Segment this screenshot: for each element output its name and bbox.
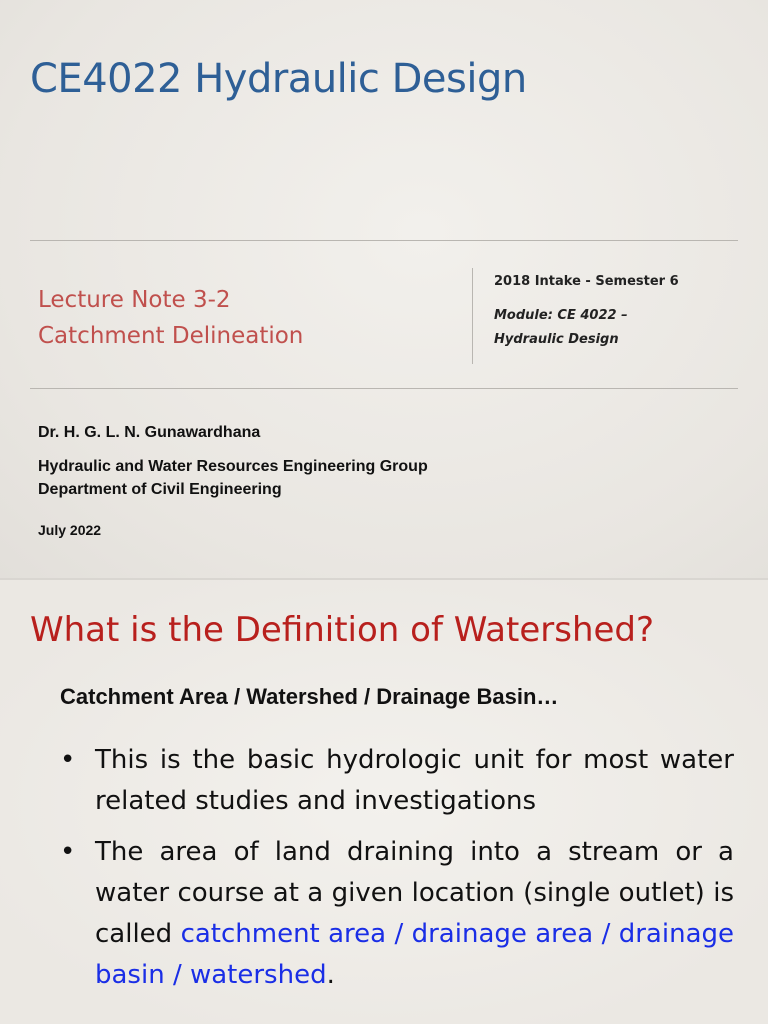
- intake-label: 2018 Intake - Semester 6: [494, 274, 679, 289]
- vertical-divider: [472, 268, 473, 364]
- group-name: Hydraulic and Water Resources Engineering Group: [38, 458, 428, 475]
- lecture-topic: Catchment Delineation: [38, 323, 304, 349]
- top-divider: [30, 240, 738, 241]
- department-name: Department of Civil Engineering: [38, 481, 282, 498]
- bullet-icon: •: [60, 745, 76, 775]
- bullet-list: [60, 740, 734, 1006]
- highlighted-terms: catchment area / drainage area / drainage basin / watershed: [95, 919, 734, 990]
- lecture-note: Lecture Note 3-2: [38, 287, 231, 313]
- slide-title: What is the Definition of Watershed?: [30, 610, 655, 650]
- slide-subtitle: Catchment Area / Watershed / Drainage Basin…: [60, 684, 559, 709]
- bullet-item: [60, 740, 734, 822]
- module-line-1: Module: CE 4022 –: [494, 308, 628, 323]
- author-block: [38, 422, 428, 538]
- module-label: [494, 304, 628, 352]
- author-name: Dr. H. G. L. N. Gunawardhana: [38, 424, 261, 441]
- bottom-divider: [30, 388, 738, 389]
- course-title: CE4022 Hydraulic Design: [30, 56, 527, 102]
- bullet-icon: •: [60, 837, 76, 867]
- bullet-item: [60, 832, 734, 996]
- lecture-info: [38, 282, 303, 354]
- bullet-text: The area of land draining into a stream or a water course at a given location (single outlet) is called: [95, 837, 734, 949]
- lecture-date: July 2022: [38, 522, 102, 538]
- affiliation: [38, 455, 428, 501]
- module-line-2: Hydraulic Design: [494, 332, 619, 347]
- slide-2: [0, 580, 768, 1024]
- bullet-period: .: [326, 960, 335, 990]
- bullet-text: This is the basic hydrologic unit for most water related studies and investigations: [95, 745, 734, 816]
